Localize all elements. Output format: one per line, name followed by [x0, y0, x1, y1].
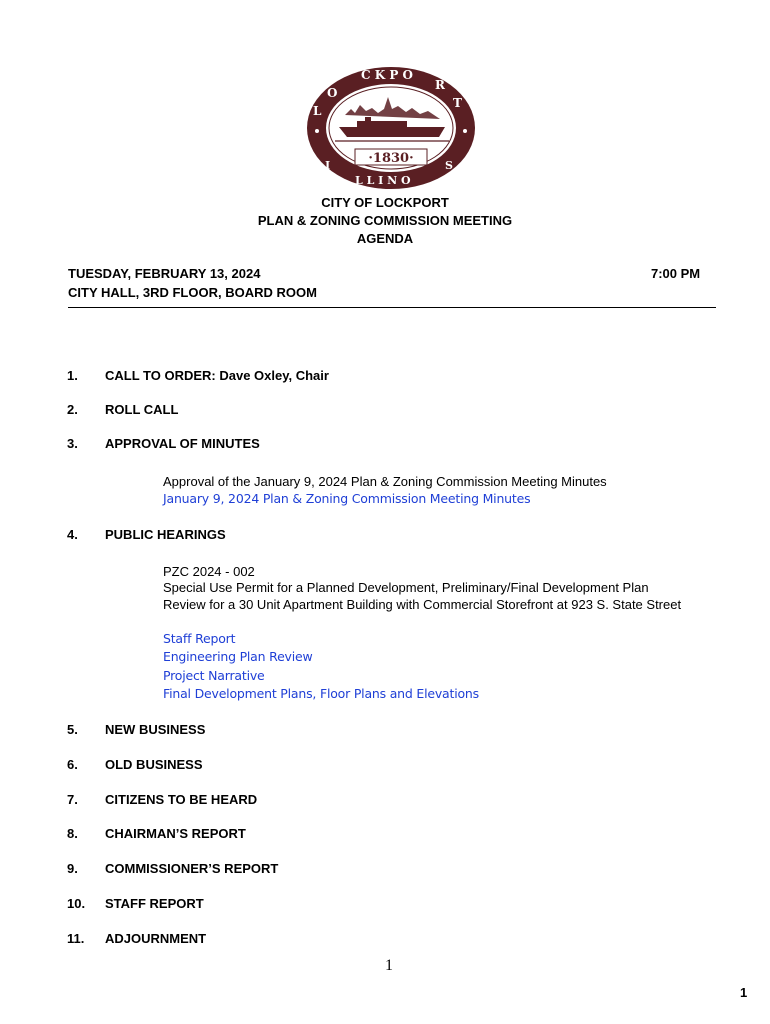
- agenda-item-public-hearings: PUBLIC HEARINGS: [105, 527, 226, 542]
- agenda-number: 7.: [67, 792, 78, 807]
- meeting-date: TUESDAY, FEBRUARY 13, 2024: [68, 266, 261, 281]
- header-city: CITY OF LOCKPORT: [321, 195, 449, 210]
- agenda-number: 8.: [67, 826, 78, 841]
- staff-report-link[interactable]: Staff Report: [163, 631, 236, 646]
- agenda-number: 2.: [67, 402, 78, 417]
- agenda-item-new-business: NEW BUSINESS: [105, 722, 206, 737]
- meeting-time: 7:00 PM: [651, 266, 701, 281]
- agenda-number: 1.: [67, 368, 78, 383]
- agenda-number: 11.: [67, 931, 85, 946]
- lockport-city-seal: [305, 65, 477, 191]
- minutes-description: Approval of the January 9, 2024 Plan & Zoning Commission Meeting Minutes: [163, 474, 607, 489]
- agenda-number: 5.: [67, 722, 78, 737]
- agenda-item-call-to-order: CALL TO ORDER: Dave Oxley, Chair: [105, 368, 329, 383]
- engineering-plan-review-link[interactable]: Engineering Plan Review: [163, 649, 313, 664]
- meeting-location: CITY HALL, 3RD FLOOR, BOARD ROOM: [68, 285, 317, 300]
- page-number: 1: [385, 957, 393, 974]
- agenda-item-commissioners-report: COMMISSIONER’S REPORT: [105, 861, 279, 876]
- hearing-case-number: PZC 2024 - 002: [163, 564, 255, 579]
- minutes-link[interactable]: January 9, 2024 Plan & Zoning Commission Meeting Minutes: [163, 491, 531, 506]
- final-development-plans-link[interactable]: Final Development Plans, Floor Plans and Elevations: [163, 686, 479, 701]
- agenda-item-adjournment: ADJOURNMENT: [105, 931, 207, 946]
- hearing-description-line2: Review for a 30 Unit Apartment Building with Commercial Storefront at 923 S. State Street: [163, 597, 682, 612]
- svg-text:T: T: [453, 96, 462, 110]
- svg-text:C K P O: C K P O: [361, 68, 413, 82]
- svg-text:·1830·: ·1830·: [368, 151, 414, 166]
- agenda-item-staff-report: STAFF REPORT: [105, 896, 204, 911]
- svg-text:L L I N O: L L I N O: [355, 174, 411, 187]
- agenda-number: 9.: [67, 861, 78, 876]
- agenda-item-old-business: OLD BUSINESS: [105, 757, 203, 772]
- project-narrative-link[interactable]: Project Narrative: [163, 668, 265, 683]
- agenda-item-roll-call: ROLL CALL: [105, 402, 179, 417]
- svg-text:R: R: [435, 78, 445, 92]
- svg-text:L: L: [313, 104, 322, 118]
- agenda-item-approval-of-minutes: APPROVAL OF MINUTES: [105, 436, 260, 451]
- svg-text:I: I: [325, 159, 331, 172]
- svg-text:O: O: [327, 86, 338, 100]
- page-number-corner: 1: [740, 985, 748, 1000]
- header-divider: [68, 307, 716, 308]
- hearing-description-line1: Special Use Permit for a Planned Development, Preliminary/Final Development Plan: [163, 580, 649, 595]
- agenda-number: 3.: [67, 436, 78, 451]
- agenda-number: 4.: [67, 527, 78, 542]
- header-commission: PLAN & ZONING COMMISSION MEETING: [257, 213, 513, 228]
- agenda-number: 6.: [67, 757, 78, 772]
- agenda-number: 10.: [67, 896, 86, 911]
- agenda-item-chairmans-report: CHAIRMAN’S REPORT: [105, 826, 246, 841]
- agenda-item-citizens-to-be-heard: CITIZENS TO BE HEARD: [105, 792, 258, 807]
- svg-text:S: S: [445, 159, 453, 172]
- header-agenda: AGENDA: [356, 231, 414, 246]
